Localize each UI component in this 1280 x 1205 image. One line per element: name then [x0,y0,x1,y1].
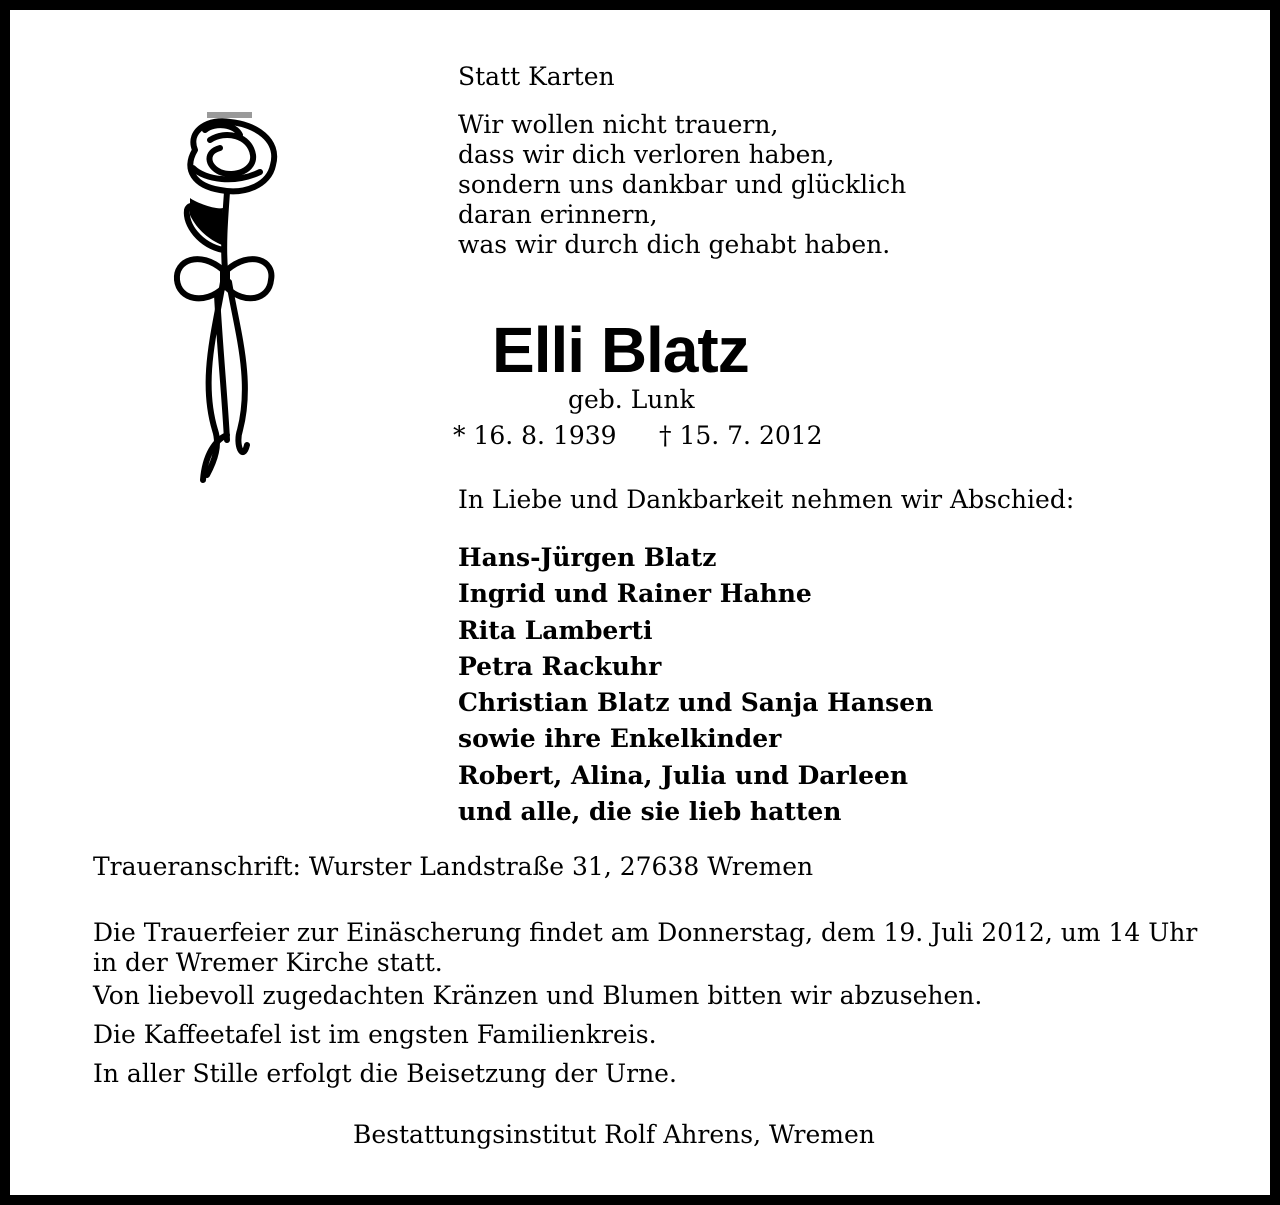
funeral-text: Die Trauerfeier zur Einäscherung findet am Donnerstag, dem 19. Juli 2012, um 14 Uhr in der Wremer Kirche statt. [93,918,1198,977]
list-item: Hans-Jürgen Blatz [458,543,717,572]
list-item: und alle, die sie lieb hatten [458,797,842,827]
list-item: Ingrid und Rainer Hahne [458,579,812,609]
no-wreaths-text: Von liebevoll zugedachten Kränzen und Blumen bitten wir abzusehen. [93,981,983,1010]
list-item: Robert, Alina, Julia und Darleen [458,760,909,790]
burial-text: In aller Stille erfolgt die Beisetzung der Urne. [93,1059,677,1088]
birth-date: * 16. 8. 1939 [453,421,617,450]
verse [458,110,906,260]
deceased-name: Elli Blatz [492,314,749,386]
header-text: Statt Karten [458,62,615,91]
list-item: Rita Lamberti [458,615,653,645]
coffee-text: Die Kaffeetafel ist im engsten Familienkreis. [93,1020,657,1049]
rose-icon [165,110,285,495]
address-text: Traueranschrift: Wurster Landstraße 31, 27638 Wremen [93,852,814,881]
list-item: sowie ihre Enkelkinder [458,724,782,754]
maiden-name: geb. Lunk [568,385,695,414]
verse-line: dass wir dich verloren haben, [458,140,835,169]
undertaker-text: Bestattungsinstitut Rolf Ahrens, Wremen [353,1120,875,1149]
verse-line: sondern uns dankbar und glücklich [458,170,907,199]
death-date: † 15. 7. 2012 [659,421,823,450]
verse-line: was wir durch dich gehabt haben. [458,230,891,259]
farewell-text: In Liebe und Dankbarkeit nehmen wir Abschied: [458,485,1075,514]
verse-line: daran erinnern, [458,200,658,229]
mourners-list [458,540,933,830]
list-item: Christian Blatz und Sanja Hansen [458,688,934,718]
verse-line: Wir wollen nicht trauern, [458,110,779,139]
list-item: Petra Rackuhr [458,651,662,681]
